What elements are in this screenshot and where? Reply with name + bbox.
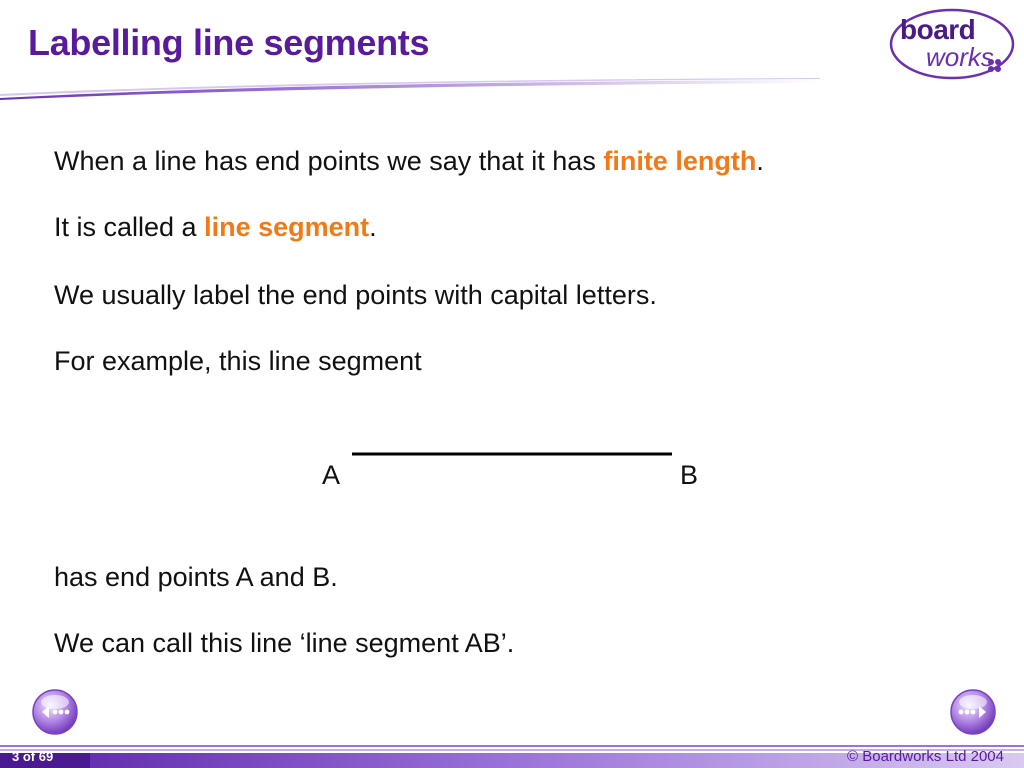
next-slide-button[interactable]	[950, 689, 996, 735]
paragraph-example: For example, this line segment	[54, 346, 422, 376]
point-label-b: B	[680, 460, 699, 490]
paragraph-finite-length	[54, 146, 764, 177]
highlight-finite-length: finite length	[603, 146, 757, 176]
boardworks-logo	[888, 6, 1016, 82]
paragraph-end-points: has end points A and B.	[54, 562, 338, 592]
slide-title: Labelling line segments	[28, 22, 430, 63]
text: When a line has end points we say that it has	[54, 146, 604, 176]
logo-word-board: board	[900, 14, 976, 45]
slide-number: 3 of 69	[12, 749, 54, 764]
text: .	[369, 212, 377, 242]
title-divider	[0, 78, 820, 100]
text: .	[756, 146, 764, 176]
copyright-notice: © Boardworks Ltd 2004	[847, 748, 1004, 765]
paragraph-line-segment	[54, 212, 377, 243]
previous-slide-button[interactable]	[32, 689, 78, 735]
line-segment-diagram	[300, 430, 720, 500]
text: It is called a	[54, 212, 205, 242]
paragraph-call-line: We can call this line ‘line segment AB’.	[54, 628, 515, 658]
highlight-line-segment: line segment	[204, 212, 370, 242]
paragraph-capital-letters: We usually label the end points with capital letters.	[54, 280, 657, 310]
logo-word-works: works	[926, 42, 994, 72]
next-slide-icon	[950, 689, 996, 735]
previous-slide-icon	[32, 689, 78, 735]
point-label-a: A	[322, 460, 341, 490]
